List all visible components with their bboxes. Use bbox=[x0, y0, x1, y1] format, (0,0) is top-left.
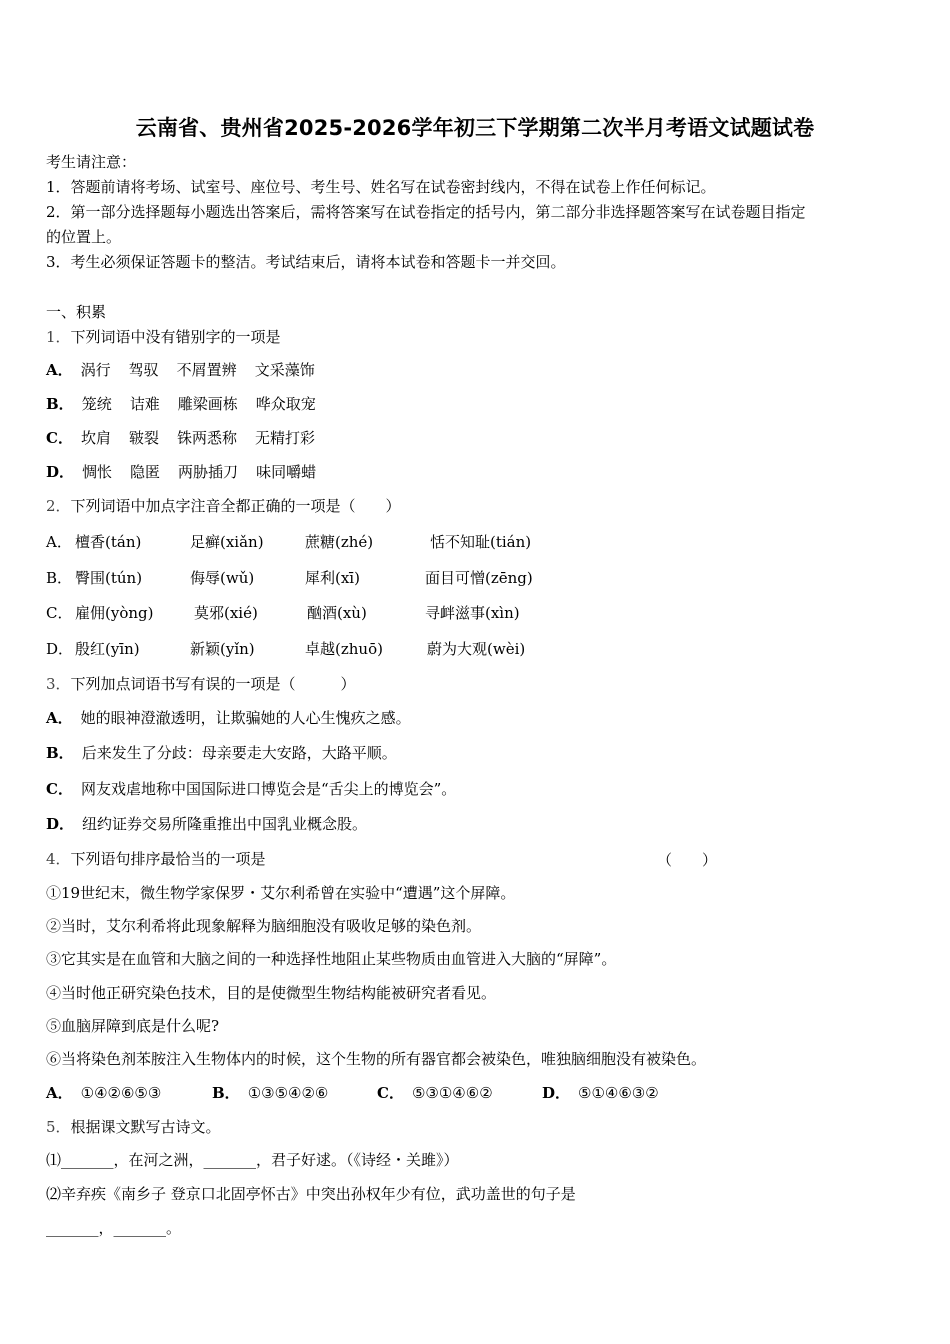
word: 涡行 bbox=[80, 361, 111, 379]
fill-line-1: ⑴_______，在河之洲，_______，君子好逑。（《诗经・关雎》） bbox=[46, 1151, 459, 1169]
word: 哗众取宠 bbox=[255, 395, 316, 413]
question-number: 5． bbox=[46, 1118, 71, 1136]
q3-option-d bbox=[46, 814, 367, 834]
word: 坎肩 bbox=[80, 429, 111, 447]
word: 恬不知耻(tián) bbox=[430, 533, 532, 551]
q3-option-c bbox=[46, 779, 456, 799]
q1-option-a bbox=[46, 360, 333, 380]
word: 寻衅滋事(xìn) bbox=[425, 604, 520, 622]
word: 卓越(zhuō) bbox=[305, 640, 383, 658]
word: 雇佣(yòng) bbox=[75, 604, 154, 622]
sentence: ③它其实是在血管和大脑之间的一种选择性地阻止某些物质由血管进入大脑的“屏障”。 bbox=[46, 950, 617, 968]
word: 犀利(xī) bbox=[305, 569, 360, 587]
word: 雕梁画栋 bbox=[177, 395, 238, 413]
question-stem: 下列语句排序最恰当的一项是 bbox=[70, 850, 266, 868]
option-text: 纽约证券交易所隆重推出中国乳业概念股。 bbox=[82, 815, 368, 833]
word: 殷红(yīn) bbox=[75, 640, 140, 658]
question-stem: 下列词语中没有错别字的一项是 bbox=[70, 328, 281, 346]
word: 蔗糖(zhé) bbox=[305, 533, 374, 551]
option-label: A． bbox=[46, 709, 73, 727]
word: 惆怅 bbox=[82, 463, 113, 481]
notice-item: 1．答题前请将考场、试室号、座位号、考生号、姓名写在试卷密封线内，不得在试卷上作任何标记。 bbox=[46, 178, 716, 196]
question-4 bbox=[46, 849, 266, 869]
option-text: 后来发生了分歧：母亲要走大安路，大路平顺。 bbox=[81, 744, 397, 762]
fill-line-3: _______，_______。 bbox=[46, 1219, 182, 1237]
answer-paren: （ ） bbox=[657, 851, 718, 869]
q3-option-b bbox=[46, 743, 397, 763]
question-2 bbox=[46, 496, 401, 516]
option-label: B． bbox=[212, 1084, 240, 1102]
q1-option-c bbox=[46, 428, 333, 448]
word: 面目可憎(zēng) bbox=[425, 569, 533, 587]
option-label: B． bbox=[46, 744, 74, 762]
word: 侮辱(wǔ) bbox=[190, 569, 255, 587]
word: 隐匿 bbox=[130, 463, 161, 481]
q2-option-label: A． bbox=[46, 533, 72, 551]
word: 铢两悉称 bbox=[176, 429, 237, 447]
section-heading: 一、积累 bbox=[46, 303, 107, 321]
question-stem: 下列词语中加点字注音全都正确的一项是（ ） bbox=[70, 497, 401, 515]
sentence: ⑤血脑屏障到底是什么呢? bbox=[46, 1017, 220, 1035]
word: 檀香(tán) bbox=[75, 533, 142, 551]
sentence: ④当时他正研究染色技术，目的是使微型生物结构能被研究者看见。 bbox=[46, 984, 497, 1002]
q2-option-label: D． bbox=[46, 640, 74, 658]
word: 蔚为大观(wèi) bbox=[427, 640, 526, 658]
question-number: 3． bbox=[46, 675, 71, 693]
sentence: ①19世纪末，微生物学家保罗・艾尔利希曾在实验中“遭遇”这个屏障。 bbox=[46, 884, 516, 902]
question-number: 4． bbox=[46, 850, 71, 868]
word: 诘难 bbox=[129, 395, 160, 413]
word: 不屑置辨 bbox=[176, 361, 237, 379]
q1-option-d bbox=[46, 462, 334, 482]
option-label: A． bbox=[46, 361, 73, 379]
q3-option-a bbox=[46, 708, 411, 728]
q4-option-a bbox=[46, 1083, 161, 1103]
page-title: 云南省、贵州省2025-2026学年初三下学期第二次半月考语文试题试卷 bbox=[135, 116, 815, 140]
question-stem: 下列加点词语书写有误的一项是（ ） bbox=[70, 675, 356, 693]
word: 酗酒(xù) bbox=[307, 604, 367, 622]
word: 皲裂 bbox=[128, 429, 159, 447]
q4-option-d bbox=[542, 1083, 659, 1103]
option-label: D． bbox=[542, 1084, 571, 1102]
word: 文采藻饰 bbox=[254, 361, 315, 379]
notice-item: 2．第一部分选择题每小题选出答案后，需将答案写在试卷指定的括号内，第二部分非选择题答案写在试卷题目指定 bbox=[46, 203, 806, 221]
option-label: C． bbox=[46, 429, 73, 447]
q2-option-label: B． bbox=[46, 569, 73, 587]
question-stem: 根据课文默写古诗文。 bbox=[70, 1118, 221, 1136]
option-text: 网友戏虐地称中国国际进口博览会是“舌尖上的博览会”。 bbox=[80, 780, 457, 798]
word: 足癣(xiǎn) bbox=[190, 533, 264, 551]
notice-heading: 考生请注意： bbox=[46, 153, 137, 171]
word: 新颖(yǐn) bbox=[190, 640, 255, 658]
question-5 bbox=[46, 1117, 221, 1137]
option-text: 她的眼神澄澈透明，让欺骗她的人心生愧疚之感。 bbox=[80, 709, 411, 727]
q1-option-b bbox=[46, 394, 334, 414]
sentence: ⑥当将染色剂苯胺注入生物体内的时候，这个生物的所有器官都会被染色，唯独脑细胞没有被染色。 bbox=[46, 1050, 707, 1068]
notice-item: 的位置上。 bbox=[46, 228, 122, 246]
option-text: ⑤③①④⑥② bbox=[411, 1084, 493, 1102]
option-label: C． bbox=[377, 1084, 404, 1102]
option-label: C． bbox=[46, 780, 73, 798]
option-label: D． bbox=[46, 463, 75, 481]
word: 味同嚼蜡 bbox=[256, 463, 317, 481]
option-text: ⑤①④⑥③② bbox=[578, 1084, 659, 1102]
word: 两胁插刀 bbox=[178, 463, 239, 481]
word: 无精打彩 bbox=[255, 429, 316, 447]
question-3 bbox=[46, 674, 356, 694]
question-1 bbox=[46, 327, 281, 347]
sentence: ②当时，艾尔利希将此现象解释为脑细胞没有吸收足够的染色剂。 bbox=[46, 917, 482, 935]
option-text: ①④②⑥⑤③ bbox=[80, 1084, 162, 1102]
word: 莫邪(xié) bbox=[194, 604, 258, 622]
question-number: 1． bbox=[46, 328, 71, 346]
option-label: D． bbox=[46, 815, 75, 833]
q2-option-label: C． bbox=[46, 604, 73, 622]
option-text: ①③⑤④②⑥ bbox=[247, 1084, 329, 1102]
notice-item: 3．考生必须保证答题卡的整洁。考试结束后，请将本试卷和答题卡一并交回。 bbox=[46, 253, 566, 271]
q4-option-c bbox=[377, 1083, 493, 1103]
word: 笼统 bbox=[81, 395, 112, 413]
q4-option-b bbox=[212, 1083, 328, 1103]
word: 驾驭 bbox=[128, 361, 159, 379]
question-number: 2． bbox=[46, 497, 71, 515]
word: 臀围(tún) bbox=[75, 569, 143, 587]
option-label: A． bbox=[46, 1084, 73, 1102]
option-label: B． bbox=[46, 395, 74, 413]
fill-line-2: ⑵辛弃疾《南乡子 登京口北固亭怀古》中突出孙权年少有位，武功盖世的句子是 bbox=[46, 1185, 576, 1203]
